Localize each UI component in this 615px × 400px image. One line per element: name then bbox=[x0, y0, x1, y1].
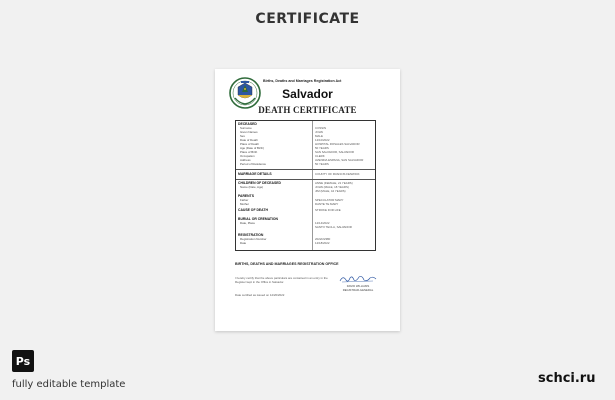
certificate-title: DEATH CERTIFICATE bbox=[258, 105, 357, 115]
cause-value: STROKE FOR LIFE bbox=[315, 208, 341, 212]
parent-label: Mother bbox=[240, 202, 249, 206]
parent-value: SPECULATOR MARY bbox=[315, 198, 344, 202]
column-divider bbox=[312, 121, 313, 250]
burial-value: SANTO TECLA, SALVADOR bbox=[315, 225, 352, 229]
deceased-value: SAN SALVADOR, SALVADOR bbox=[315, 150, 354, 154]
children-value: JIM (MALE, 44 YEARS) bbox=[315, 189, 346, 193]
children-label: Name (Date, Age) bbox=[240, 185, 264, 189]
registration-label: Registration Number bbox=[240, 237, 267, 241]
deceased-label: Address bbox=[240, 158, 251, 162]
registrar-block bbox=[335, 285, 381, 292]
section-burial: BURIAL OR CREMATION bbox=[238, 217, 278, 221]
burial-value: 12/14/2022 bbox=[315, 221, 330, 225]
registration-value: 2022/22380 bbox=[315, 237, 331, 241]
deceased-value: CLERK bbox=[315, 154, 325, 158]
registration-office: BIRTHS, DEATHS AND MARRIAGES REGISTRATION OFFICE bbox=[235, 262, 339, 266]
deceased-label: Place of Death bbox=[240, 142, 259, 146]
deceased-value: COSSIN bbox=[315, 126, 327, 130]
photoshop-icon bbox=[12, 350, 34, 372]
section-parents: PARENTS bbox=[238, 194, 254, 198]
deceased-value: 50 YEARS bbox=[315, 162, 329, 166]
section-marriage: MARRIAGE DETAILS bbox=[238, 172, 272, 176]
certificate-document bbox=[215, 69, 400, 331]
deceased-label: Place of Birth bbox=[240, 150, 258, 154]
marriage-value: COUNTY OF FRANCIS FENWICK bbox=[315, 172, 360, 176]
details-table bbox=[235, 120, 376, 251]
burial-label: Date, Place bbox=[240, 221, 255, 225]
deceased-label: Occupation bbox=[240, 154, 255, 158]
deceased-value: 50 YEARS bbox=[315, 146, 329, 150]
act-title: Births, Deaths and Marriages Registration Act bbox=[263, 79, 342, 83]
deceased-label: Age (Date of Birth) bbox=[240, 146, 264, 150]
parent-value: DANTE TE MARY bbox=[315, 202, 339, 206]
signature-icon bbox=[339, 274, 377, 284]
section-deceased: DECEASED bbox=[238, 122, 257, 126]
certification-text: I hereby certify that the above particulars are contained in an entry in the Register kept in the Office in Salvador. bbox=[235, 276, 328, 284]
deceased-label: Sex bbox=[240, 134, 245, 138]
site-watermark: schci.ru bbox=[538, 371, 596, 386]
registration-label: Date bbox=[240, 241, 247, 245]
table-divider bbox=[236, 169, 375, 170]
deceased-label: Period of Residence bbox=[240, 162, 267, 166]
issued-date-text: Date certified as issued on 12/20/2022 bbox=[235, 293, 285, 297]
children-value: ANNE (FEMALE, 21 YEARS) bbox=[315, 181, 353, 185]
photoshop-label: Ps bbox=[15, 354, 31, 368]
page-title: CERTIFICATE bbox=[255, 11, 360, 27]
table-divider bbox=[236, 179, 375, 180]
deceased-label: Given Names bbox=[240, 130, 258, 134]
deceased-value: MALE bbox=[315, 134, 323, 138]
registration-value: 12/18/2022 bbox=[315, 241, 330, 245]
country-name: Salvador bbox=[282, 87, 333, 101]
deceased-label: Date of Death bbox=[240, 138, 258, 142]
children-value: JOHN (MALE, 18 YEARS) bbox=[315, 185, 349, 189]
template-tagline: fully editable template bbox=[12, 379, 126, 390]
parent-label: Father bbox=[240, 198, 249, 202]
registrar-title: REGISTRAR-GENERAL bbox=[342, 287, 374, 292]
deceased-value: JOHN bbox=[315, 130, 323, 134]
deceased-value: AVENIDA ESPANA, SAN SALVADOR bbox=[315, 158, 364, 162]
deceased-value: 12/10/2022 bbox=[315, 138, 330, 142]
section-children: CHILDREN OF DECEASED bbox=[238, 181, 281, 185]
section-cause: CAUSE OF DEATH bbox=[238, 208, 268, 212]
deceased-value: HOSPITAL ROSALES SALVADOR bbox=[315, 142, 360, 146]
section-registration: REGISTRATION bbox=[238, 233, 264, 237]
registrar-name: DAVID WILLIAMS bbox=[346, 284, 370, 288]
deceased-label: Surname bbox=[240, 126, 252, 130]
